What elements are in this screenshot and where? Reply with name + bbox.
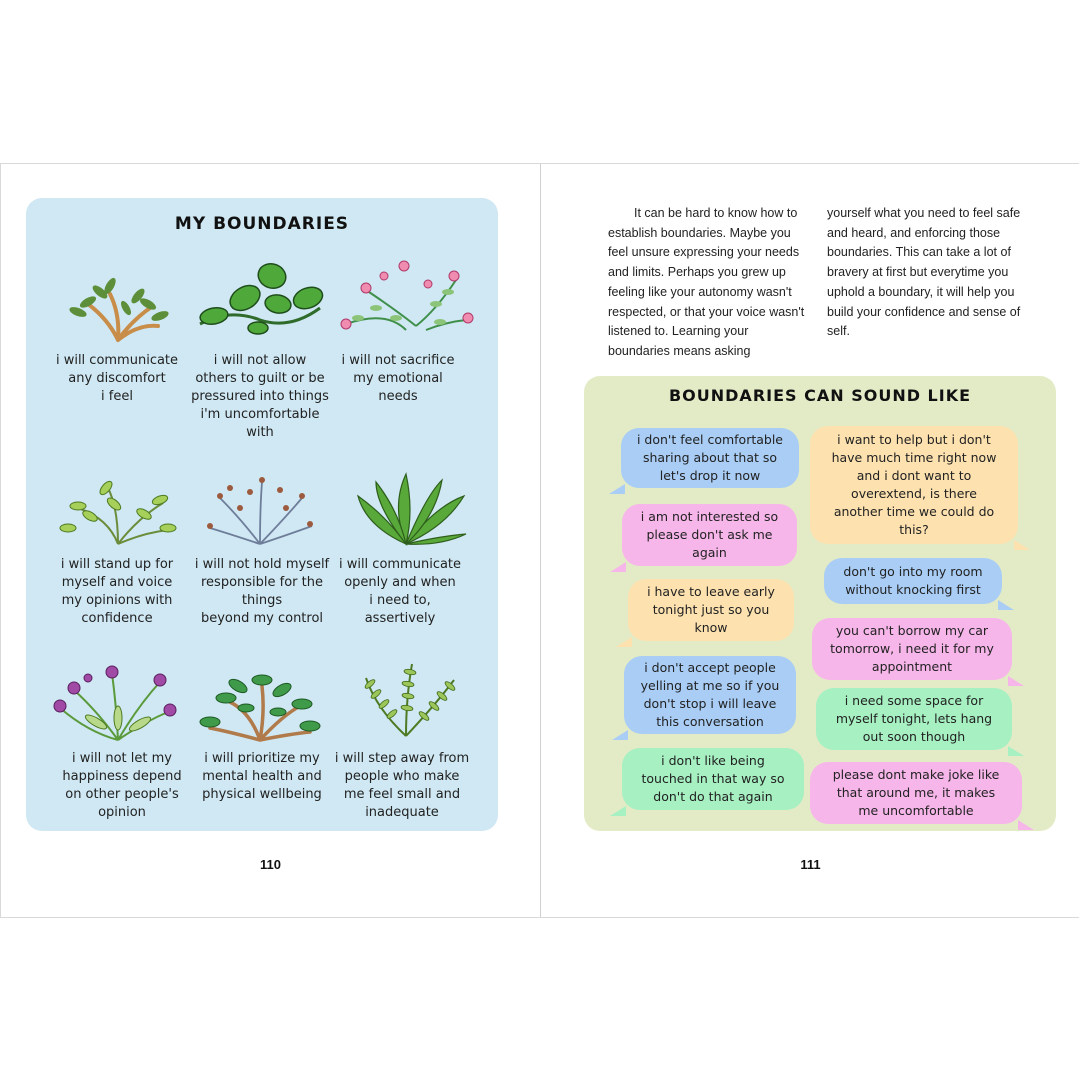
speech-bubble: you can't borrow my car tomorrow, i need it for my appointment xyxy=(812,618,1012,680)
panel-title: MY BOUNDARIES xyxy=(174,214,350,234)
boundary-caption: i will not let my happiness depend on other people's opinion xyxy=(62,751,182,820)
speech-bubble: please dont make joke like that around me, it makes me uncomfortable xyxy=(810,762,1022,824)
right-page xyxy=(540,164,1080,917)
book-spread xyxy=(0,163,1079,918)
boundary-caption: i will communicate any discomfort i feel xyxy=(55,353,179,404)
speech-bubble: i don't accept people yelling at me so if you don't stop i will leave this conversation xyxy=(624,656,796,734)
long-leaf-plant-icon xyxy=(336,466,476,546)
boundary-caption: i will communicate openly and when i need to, assertively xyxy=(338,557,462,626)
intro-text-column-2: yourself what you need to feel safe and heard, and enforcing those boundaries. This can take a lot of bravery at first but everytime you uphold a boundary, it will help you build your confidence and sense of self. xyxy=(827,206,1021,339)
boundary-caption: i will not allow others to guilt or be pressured into things i'm uncomfortable with xyxy=(191,353,329,440)
page-number: 111 xyxy=(800,857,821,872)
boundary-caption: i will prioritize my mental health and physical wellbeing xyxy=(202,751,322,802)
green-shrub-icon xyxy=(48,468,188,548)
boundary-caption: i will step away from people who make me feel small and inadequate xyxy=(334,751,470,820)
page-number: 110 xyxy=(260,857,281,872)
berry-shrub-icon xyxy=(190,468,330,548)
speech-bubble: i don't like being touched in that way so don't do that again xyxy=(622,748,804,810)
speech-bubble: i don't feel comfortable sharing about that so let's drop it now xyxy=(621,428,799,488)
fern-icon xyxy=(336,658,476,738)
my-boundaries-panel xyxy=(26,198,498,831)
boundary-caption: i will not hold myself responsible for the things beyond my control xyxy=(194,557,330,626)
left-page xyxy=(0,164,540,917)
speech-bubble: i have to leave early tonight just so you know xyxy=(628,579,794,641)
purple-flower-plant-icon xyxy=(48,662,188,742)
speech-bubble: i am not interested so please don't ask me again xyxy=(622,504,797,566)
boundary-caption: i will not sacrifice my emotional needs xyxy=(341,353,455,404)
intro-text-column-1: It can be hard to know how to establish boundaries. Maybe you feel unsure expressing your needs and limits. Perhaps you grew up feeling like your autonomy wasn't respected, or that your voice wasn't listened to. Learning your boundaries means asking xyxy=(608,206,805,358)
speech-bubble: i want to help but i don't have much time right now and i dont want to overextend, is there another time we could do this? xyxy=(810,426,1018,544)
leafy-vine-icon xyxy=(190,258,330,338)
boundary-caption: i will stand up for myself and voice my opinions with confidence xyxy=(60,557,174,626)
branch-plant-icon xyxy=(48,264,188,344)
speech-bubble: i need some space for myself tonight, lets hang out soon though xyxy=(816,688,1012,750)
boundaries-sound-like-panel xyxy=(584,376,1056,831)
bushy-tree-icon xyxy=(190,662,330,742)
panel-title: BOUNDARIES CAN SOUND LIKE xyxy=(668,386,972,405)
speech-bubble: don't go into my room without knocking first xyxy=(824,558,1002,604)
pink-flower-vine-icon xyxy=(336,260,476,340)
